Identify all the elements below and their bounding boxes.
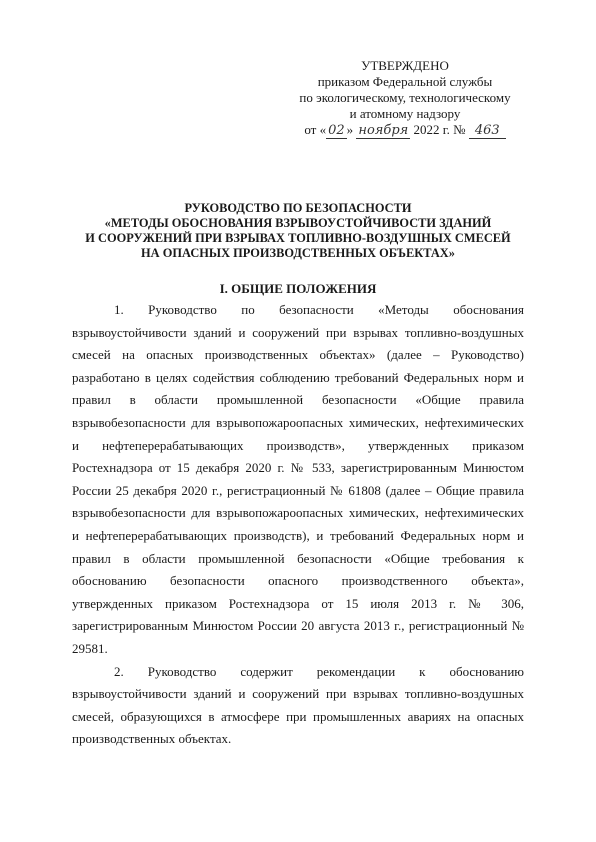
approval-line-3: по экологическому, технологическому	[299, 90, 511, 105]
paragraph-1: 1. Руководство по безопасности «Методы обоснования взрывоустойчивости зданий и сооружений при взрывах топливно-воздушных смесей на опасных производственных объектах» (далее – Руководство) разработано в целях содействия соблюдению требований Федеральных норм и правил в области промышленной безопасности «Общие правила взрывобезопасности для взрывопожароопасных химических, нефтехимических и нефтеперерабатывающих производств», утвержденных приказом Ростехнадзора от 15 декабря 2020 г. № 533, зарегистрированным Минюстом России 25 декабря 2020 г., регистрационный № 61808 (далее – Общие правила взрывобезопасности для взрывопожароопасных химических, нефтехимических и нефтеперерабатывающих производств), и требований Федеральных норм и правил в области промышленной безопасности «Общие требования к обоснованию безопасности опасного производственного объекта», утвержденных приказом Ростехнадзора от 15 июля 2013 г. № 306, зарегистрированным Минюстом России 20 августа 2013 г., регистрационный № 29581.	[72, 302, 524, 656]
handwritten-day: 02	[328, 123, 345, 138]
document-title	[70, 201, 526, 261]
handwritten-month: ноября	[358, 123, 409, 138]
date-mid: »	[346, 122, 357, 137]
title-line-4: НА ОПАСНЫХ ПРОИЗВОДСТВЕННЫХ ОБЪЕКТАХ»	[141, 246, 455, 260]
approval-line-4: и атомному надзору	[349, 106, 461, 121]
body-text	[72, 299, 524, 751]
paragraph-2: 2. Руководство содержит рекомендации к обоснованию взрывоустойчивости зданий и сооружений при взрывах топливно-воздушных смесей, образующихся в атмосфере при промышленных авариях на опасных производственных объектах.	[72, 663, 524, 747]
approval-title: УТВЕРЖДЕНО	[361, 58, 449, 73]
date-prefix: от «	[304, 122, 327, 137]
title-line-3: И СООРУЖЕНИЙ ПРИ ВЗРЫВАХ ТОПЛИВНО-ВОЗДУШНЫХ СМЕСЕЙ	[85, 231, 511, 245]
title-line-2: «МЕТОДЫ ОБОСНОВАНИЯ ВЗРЫВОУСТОЙЧИВОСТИ ЗДАНИЙ	[104, 216, 492, 230]
approval-block	[290, 58, 520, 139]
handwritten-order-number: 463	[469, 124, 506, 139]
section-heading: I. ОБЩИЕ ПОЛОЖЕНИЯ	[219, 281, 377, 296]
date-year: 2022 г. №	[410, 122, 469, 137]
title-line-1: РУКОВОДСТВО ПО БЕЗОПАСНОСТИ	[184, 201, 412, 215]
approval-date-line	[290, 122, 520, 139]
approval-line-2: приказом Федеральной службы	[317, 74, 493, 89]
